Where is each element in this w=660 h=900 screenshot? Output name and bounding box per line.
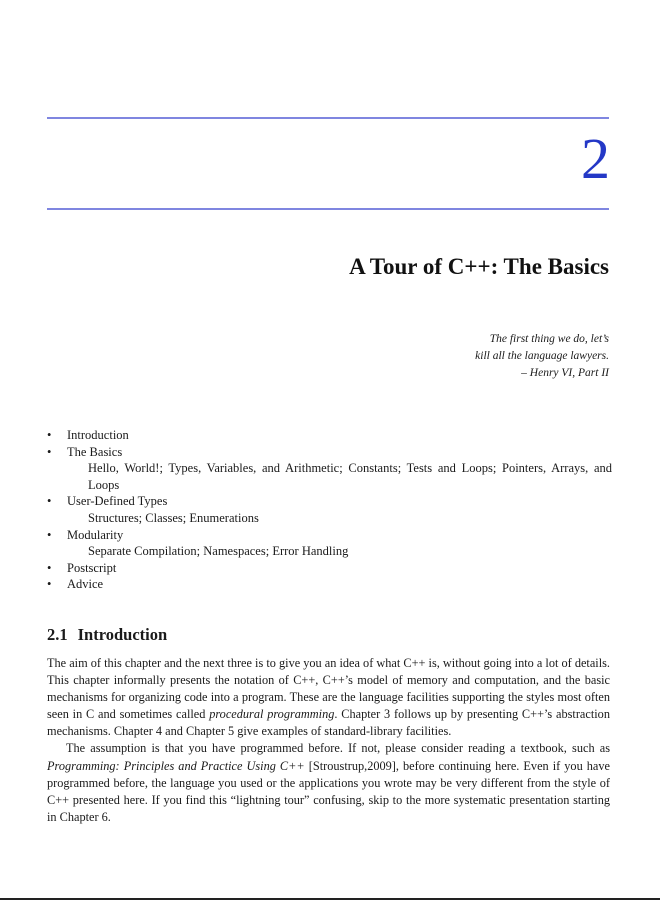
toc-item-postscript [47,560,612,577]
epigraph [475,331,609,382]
paragraph-text: [Stroustrup,2009], before continuing here. Even if you have programmed before, the language you used or the applications you wrote may be very different from the style of C++ presented here. If you find this “lightning tour” confusing, skip to the more systematic presentation starting in Chapter 6. [47,758,610,824]
paragraph-text: The aim of this chapter and the next three is to give you an idea of what C++ is, without going into a lot of details. This chapter informally presents the notation of C++, C++’s model of memory and computation, and the basic mechanisms for organizing code into a program. These are the language facilities supporting the styles most often seen in C and sometimes called [47,656,610,722]
toc-item-label: Postscript [67,560,117,575]
toc-item-label: Advice [67,577,104,592]
section-title: Introduction [77,625,168,644]
chapter-contents [47,427,612,593]
toc-item-label: User-Defined Types [67,494,168,509]
toc-item-user-defined-types [47,493,612,510]
toc-subitems: Structures; Classes; Enumerations [88,510,259,525]
epigraph-attribution: – Henry VI, Part II [521,367,609,379]
paragraph-text: The assumption is that you have programmed before. If not, please consider reading a textbook, such as [66,741,610,756]
toc-item-introduction [47,427,612,444]
paragraph [47,740,610,825]
book-title-text: Programming: Principles and Practice Using C++ [47,758,305,773]
chapter-number: 2 [581,126,610,191]
toc-item-label: The Basics [67,444,123,459]
toc-subitems: Separate Compilation; Namespaces; Error Handling [88,544,349,559]
toc-item-the-basics [47,444,612,461]
chapter-title: A Tour of C++: The Basics [349,254,609,279]
section-heading [47,625,167,645]
toc-item-advice [47,576,612,593]
toc-subitems: Hello, World!; Types, Variables, and Arithmetic; Constants; Tests and Loops; Pointers, Arrays, and Loops [88,461,612,492]
toc-item-label: Modularity [67,527,124,542]
epigraph-line: The first thing we do, let’s [489,333,609,345]
chapter-rule-bottom [47,208,609,210]
epigraph-line: kill all the language lawyers. [475,350,609,362]
section-number: 2.1 [47,625,68,644]
toc-item-label: Introduction [67,428,129,442]
paragraph-text: . Chapter 3 follows up by presenting C++’s abstraction mechanisms. Chapter 4 and Chapter 5 give examples of standard-library facilities. [47,707,610,739]
toc-item-modularity [47,527,612,544]
emphasis-text: procedural programming [209,707,335,722]
paragraph [47,655,610,740]
chapter-rule-top [47,117,609,119]
section-body [47,655,610,826]
